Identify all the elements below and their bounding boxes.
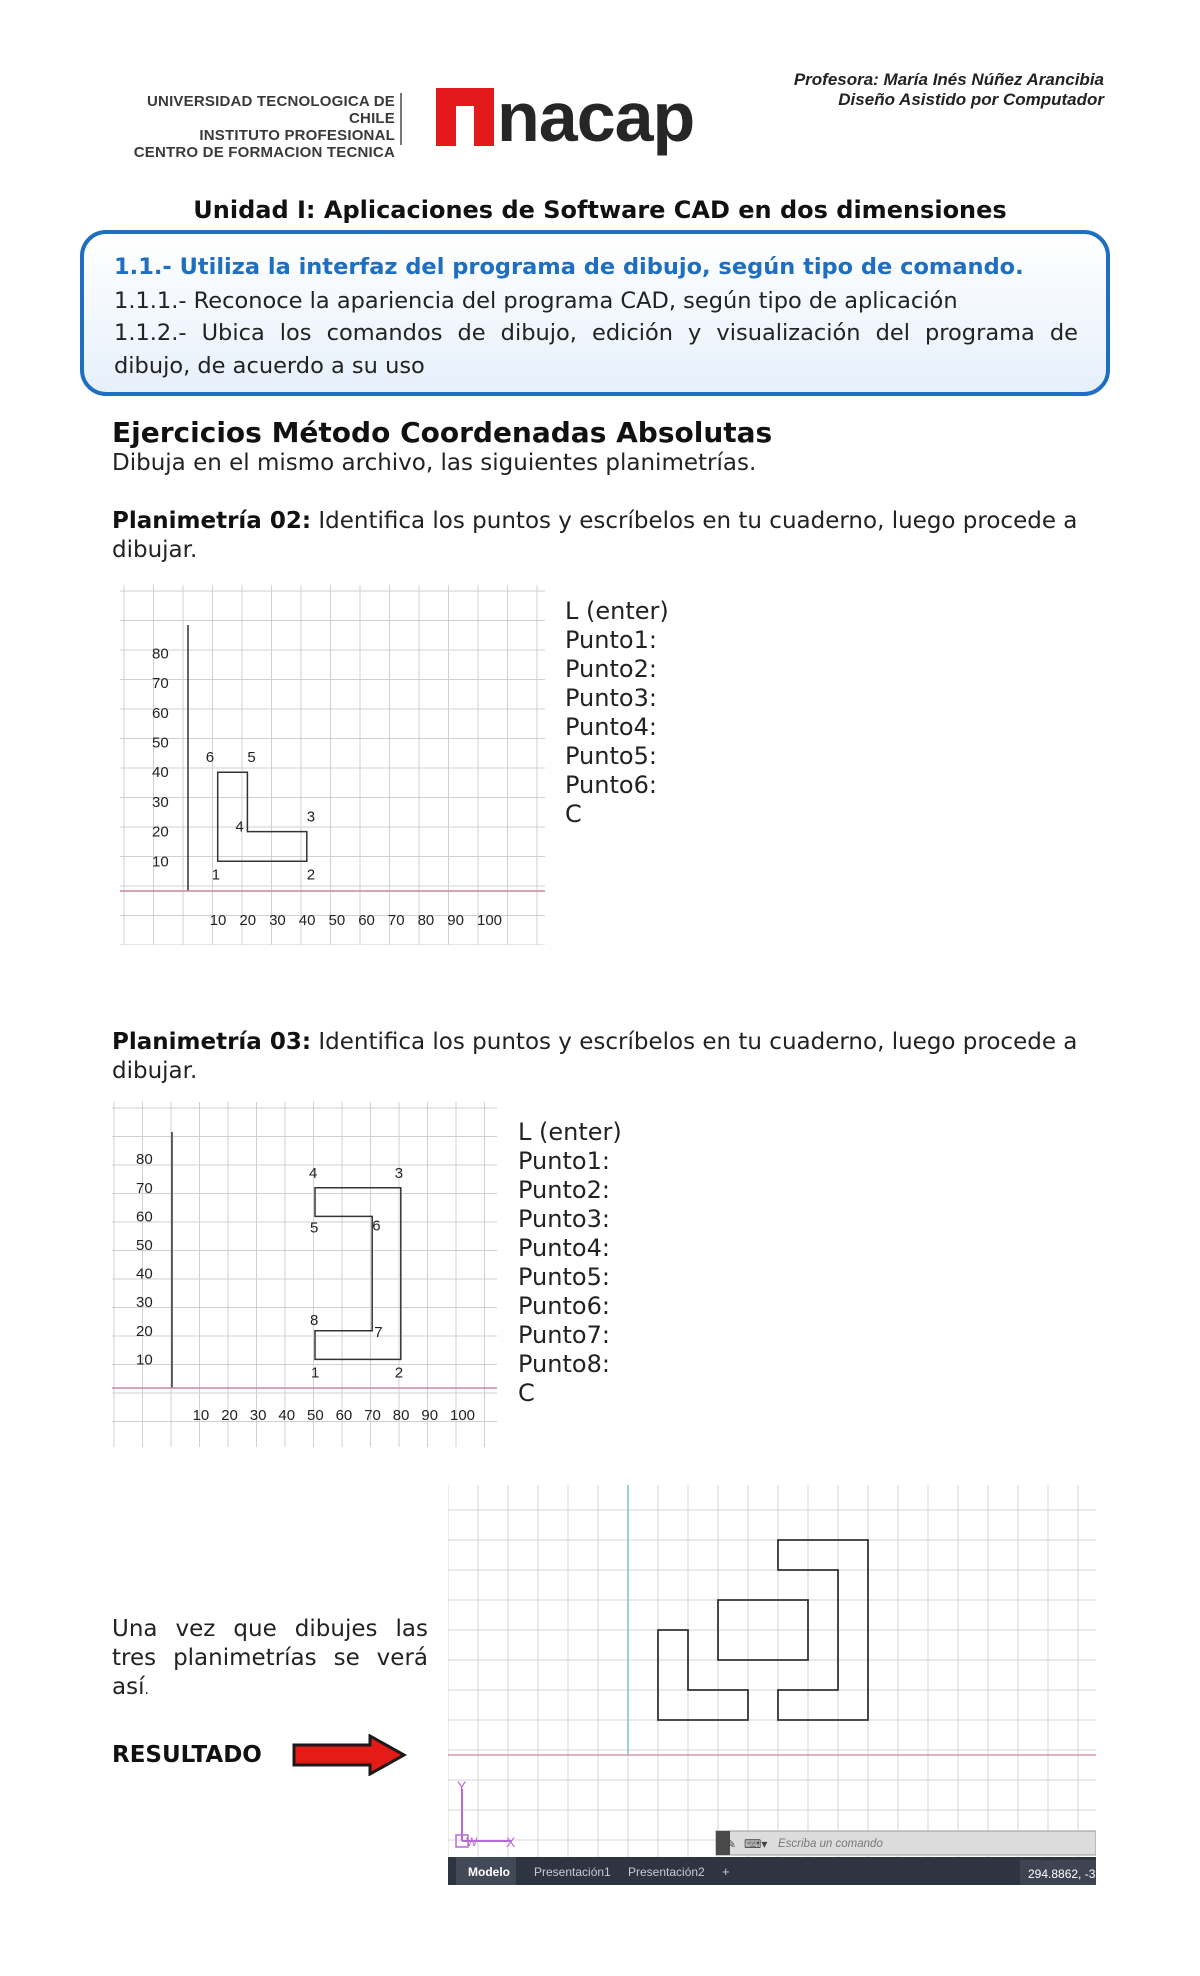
y-tick-label: 30 — [152, 793, 169, 811]
plan03-y-ticks — [136, 1151, 153, 1368]
ucs-x-label: X — [506, 1834, 516, 1850]
tab-presentacion1[interactable]: Presentación1 — [534, 1865, 611, 1879]
y-tick-label: 40 — [152, 764, 169, 782]
plan03-command-7: Punto7: — [518, 1321, 610, 1349]
x-tick-label: 10 — [192, 1407, 210, 1424]
plan03-heading — [112, 1028, 1092, 1086]
point-label: 6 — [205, 749, 215, 767]
y-tick-label: 70 — [152, 675, 169, 693]
objective-item-2-line-2: dibujo, de acuerdo a su uso — [114, 353, 425, 379]
point-label: 2 — [394, 1364, 404, 1382]
section-intro: Dibuja en el mismo archivo, las siguientes planimetrías. — [112, 450, 757, 476]
x-tick-label: 80 — [417, 912, 435, 929]
x-tick-label: 90 — [421, 1407, 439, 1424]
plan02-y-ticks — [152, 645, 169, 870]
command-prompt-icon: ⌨▾ — [744, 1837, 768, 1851]
teacher-name: Profesora: María Inés Núñez Arancibia — [793, 70, 1104, 89]
plan03-command-4: Punto4: — [518, 1234, 610, 1262]
plan03-label: Planimetría 03: — [112, 1029, 312, 1055]
course-name: Diseño Asistido por Computador — [838, 90, 1104, 109]
plan02-text: Identifica los puntos y escríbelos en tu cuaderno, luego procede a dibujar. — [112, 508, 1078, 563]
teacher-info — [794, 70, 1104, 110]
ucs-w-label: W — [466, 1835, 478, 1849]
result-description: Una vez que dibujes las tres planimetrías se verá así. — [112, 1616, 428, 1700]
y-tick-label: 10 — [152, 853, 169, 871]
plan03-grid-figure — [112, 1102, 497, 1447]
plan03-command-3: Punto3: — [518, 1205, 610, 1233]
y-tick-label: 60 — [152, 704, 169, 722]
x-tick-label: 70 — [364, 1407, 381, 1424]
unit-title: Unidad I: Aplicaciones de Software CAD en dos dimensiones — [193, 196, 1007, 224]
plan02-command-2: Punto2: — [565, 655, 657, 683]
y-tick-label: 50 — [152, 734, 169, 752]
y-tick-label: 70 — [136, 1179, 153, 1197]
command-line[interactable] — [716, 1831, 1096, 1855]
ucs-y-label: Y — [457, 1778, 467, 1794]
wrench-icon[interactable]: ✎ — [726, 1837, 737, 1851]
point-label: 5 — [247, 749, 256, 767]
x-tick-label: 100 — [450, 1407, 476, 1424]
plan03-shape — [315, 1188, 401, 1360]
red-arrow-icon — [292, 1734, 408, 1776]
point-label: 3 — [306, 808, 316, 826]
plan02-command-3: Punto3: — [565, 684, 657, 712]
plan03-command-0: L (enter) — [518, 1118, 622, 1146]
plan03-command-5: Punto5: — [518, 1263, 610, 1291]
y-tick-label: 50 — [136, 1237, 153, 1254]
plan03-command-6: Punto6: — [518, 1292, 610, 1320]
plan03-command-2: Punto2: — [518, 1176, 610, 1204]
x-tick-label: 40 — [278, 1407, 296, 1424]
plan03-point-labels — [309, 1165, 403, 1382]
plan02-grid-figure — [120, 585, 545, 945]
y-tick-label: 60 — [136, 1208, 153, 1226]
point-label: 2 — [306, 866, 316, 884]
result-label: RESULTADO — [112, 1742, 262, 1768]
x-tick-label: 90 — [447, 912, 464, 929]
x-tick-label: 20 — [221, 1407, 238, 1424]
objectives-box — [80, 230, 1110, 396]
coordinates-readout: 294.8862, -3 — [1028, 1867, 1096, 1881]
cad-result-screenshot — [448, 1485, 1096, 1885]
y-tick-label: 10 — [136, 1351, 153, 1369]
plan02-heading — [112, 507, 1092, 565]
plan02-point-labels — [206, 749, 315, 883]
plan02-command-4: Punto4: — [565, 713, 657, 741]
x-tick-label: 20 — [239, 912, 257, 929]
objective-item-2-line-1: 1.1.2.- Ubica los comandos de dibujo, edición y visualización del programa de — [114, 320, 1078, 346]
logo-divider — [400, 93, 402, 145]
x-tick-label: 50 — [328, 912, 346, 929]
point-label: 1 — [211, 866, 221, 884]
point-label: 3 — [394, 1164, 404, 1182]
point-label: 1 — [311, 1364, 320, 1382]
x-tick-label: 60 — [335, 1407, 353, 1424]
objective-item-1: 1.1.1.- Reconoce la apariencia del programa CAD, según tipo de aplicación — [114, 288, 958, 314]
x-tick-label: 30 — [269, 912, 286, 929]
point-label: 5 — [310, 1219, 319, 1237]
point-label: 4 — [309, 1164, 318, 1182]
point-label: 4 — [235, 818, 244, 836]
x-tick-label: 80 — [392, 1407, 410, 1424]
plan02-command-1: Punto1: — [565, 626, 657, 654]
university-name: UNIVERSIDAD TECNOLOGICA DE CHILE INSTITUTO PROFESIONAL CENTRO DE FORMACION TECNICA — [133, 93, 395, 161]
plan02-commands — [565, 597, 669, 829]
plan02-command-7: C — [565, 800, 582, 828]
y-tick-label: 80 — [152, 645, 169, 663]
point-label: 8 — [310, 1311, 319, 1329]
inacap-logo-text: nacap — [497, 78, 695, 156]
point-label: 7 — [374, 1323, 383, 1341]
x-tick-label: 50 — [307, 1407, 324, 1424]
section-title: Ejercicios Método Coordenadas Absolutas — [112, 416, 773, 449]
x-tick-label: 10 — [209, 912, 227, 929]
x-tick-label: 30 — [249, 1407, 267, 1424]
x-tick-label: 100 — [477, 912, 503, 929]
y-tick-label: 20 — [136, 1322, 153, 1340]
x-tick-label: 60 — [358, 912, 375, 929]
plan02-command-0: L (enter) — [565, 597, 669, 625]
plan02-command-5: Punto5: — [565, 742, 657, 770]
inacap-logo-mark — [436, 88, 494, 146]
plan03-text: Identifica los puntos y escríbelos en tu cuaderno, luego procede a dibujar. — [112, 1029, 1078, 1084]
plan03-command-8: Punto8: — [518, 1350, 610, 1378]
plan03-command-1: Punto1: — [518, 1147, 610, 1175]
y-tick-label: 80 — [136, 1151, 153, 1169]
plan03-grid — [112, 1102, 497, 1447]
y-tick-label: 30 — [136, 1294, 153, 1312]
x-tick-label: 40 — [298, 912, 316, 929]
x-tick-label: 70 — [387, 912, 405, 929]
plan02-label: Planimetría 02: — [112, 508, 312, 534]
y-tick-label: 20 — [152, 823, 169, 841]
plan02-command-6: Punto6: — [565, 771, 657, 799]
objective-main: 1.1.- Utiliza la interfaz del programa de dibujo, según tipo de comando. — [114, 254, 1024, 280]
plan02-x-ticks — [210, 912, 502, 929]
add-tab-button[interactable]: + — [722, 1864, 730, 1879]
command-input[interactable]: Escriba un comando — [778, 1838, 883, 1850]
plan03-commands — [518, 1118, 622, 1408]
tab-presentacion2[interactable]: Presentación2 — [628, 1865, 705, 1879]
point-label: 6 — [372, 1217, 381, 1235]
y-tick-label: 40 — [136, 1265, 153, 1283]
plan03-command-9: C — [518, 1379, 535, 1407]
tab-modelo-label: Modelo — [468, 1865, 510, 1879]
plan02-shape — [218, 772, 307, 861]
